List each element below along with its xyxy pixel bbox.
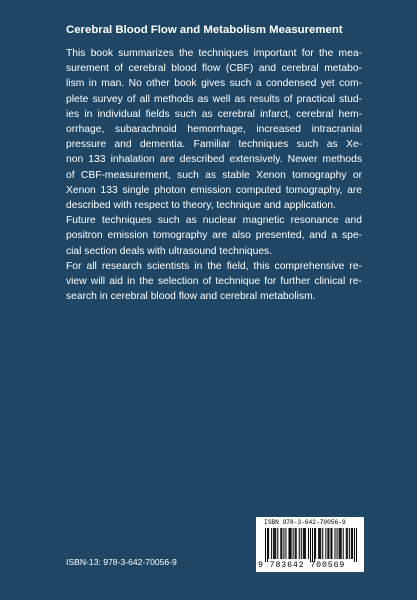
barcode-bar: [291, 528, 292, 559]
barcode-bar: [305, 528, 306, 559]
description-line: cial section deals with ultrasound techniques.: [66, 245, 273, 257]
barcode-bar: [271, 528, 272, 559]
barcode-bar: [312, 528, 313, 562]
book-description: [66, 46, 362, 304]
barcode-bar: [356, 528, 357, 562]
barcode-bar: [351, 528, 352, 559]
isbn-barcode: [256, 517, 364, 572]
description-line: For all research scientists in the field, this comprehensive re-: [66, 260, 362, 272]
barcode-bar: [314, 528, 315, 562]
description-line: ies in individual fields such as cerebral infarct, cerebral hem-: [66, 108, 362, 120]
barcode-bar: [318, 528, 319, 559]
description-line: non 133 inhalation are described extensively. Newer methods: [66, 154, 362, 166]
barcode-bar: [315, 528, 316, 559]
barcode-bar: [327, 528, 328, 559]
barcode-bar: [267, 528, 268, 562]
description-line: This book summarizes the techniques important for the mea-: [66, 48, 362, 59]
barcode-bar: [331, 528, 332, 559]
barcode-bar: [295, 528, 296, 559]
barcode-bar: [354, 528, 355, 562]
barcode-bar: [319, 528, 320, 559]
barcode-bar: [301, 528, 302, 559]
barcode-bar: [337, 528, 338, 559]
barcode-bar: [268, 528, 269, 559]
barcode-bar: [322, 528, 323, 559]
barcode-bar: [274, 528, 275, 559]
barcode-bar: [280, 528, 281, 559]
barcode-bar: [325, 528, 326, 559]
barcode-bar: [339, 528, 340, 559]
barcode-bar: [293, 528, 294, 559]
barcode-bar: [275, 528, 276, 559]
isbn-label: ISBN-13: 978-3-642-70056-9: [66, 557, 177, 567]
barcode-bar: [265, 528, 266, 562]
description-line: orrhage, subarachnoid hemorrhage, increased intracranial: [66, 124, 362, 136]
barcode-bar: [330, 528, 331, 559]
barcode-bar: [281, 528, 282, 559]
barcode-bar: [320, 528, 321, 559]
description-line: Xenon 133 single photon emission computed tomography, are: [66, 184, 362, 196]
description-line: described with respect to theory, technique and application.: [66, 200, 336, 212]
description-line: Future techniques such as nuclear magnetic resonance and: [66, 215, 362, 227]
barcode-bars: [265, 528, 357, 562]
description-line: pressure and dementia. Familiar techniques such as Xe-: [66, 139, 362, 151]
barcode-bar: [285, 528, 286, 559]
description-line: plete survey of all methods as well as results of practical stud-: [66, 93, 362, 105]
barcode-bar: [335, 528, 336, 559]
barcode-bar: [296, 528, 297, 559]
barcode-bar: [349, 528, 350, 559]
barcode-digits: 9 783642 700569: [258, 561, 346, 570]
barcode-bar: [347, 528, 348, 559]
barcode-bar: [346, 528, 347, 559]
barcode-bar: [304, 528, 305, 559]
barcode-bar: [303, 528, 304, 559]
barcode-bar: [289, 528, 290, 559]
barcode-bar: [283, 528, 284, 559]
barcode-bar: [352, 528, 353, 559]
barcode-bar: [273, 528, 274, 559]
barcode-bar: [299, 528, 300, 559]
description-line: lism in man. No other book gives such a condensed yet com-: [66, 78, 362, 90]
barcode-bar: [340, 528, 341, 559]
description-line: of CBF-measurement, such as stable Xenon tomography or: [66, 169, 362, 181]
barcode-bar: [308, 528, 309, 559]
barcode-bar: [328, 528, 329, 559]
description-line: surement of cerebral blood flow (CBF) and cerebral metabo-: [66, 63, 362, 75]
barcode-caption: ISBN 978-3-642-70056-9: [264, 519, 346, 526]
barcode-bar: [290, 528, 291, 559]
book-title: Cerebral Blood Flow and Metabolism Measurement: [66, 24, 343, 36]
description-line: positron emission tomography are also presented, and a spe-: [66, 230, 362, 242]
description-line: search in cerebral blood flow and cerebral metabolism.: [66, 291, 316, 303]
description-line: view will aid in the selection of technique for further clinical re-: [66, 276, 362, 288]
barcode-bar: [277, 528, 278, 559]
barcode-bar: [310, 528, 311, 562]
barcode-bar: [341, 528, 342, 559]
barcode-bar: [343, 528, 344, 559]
